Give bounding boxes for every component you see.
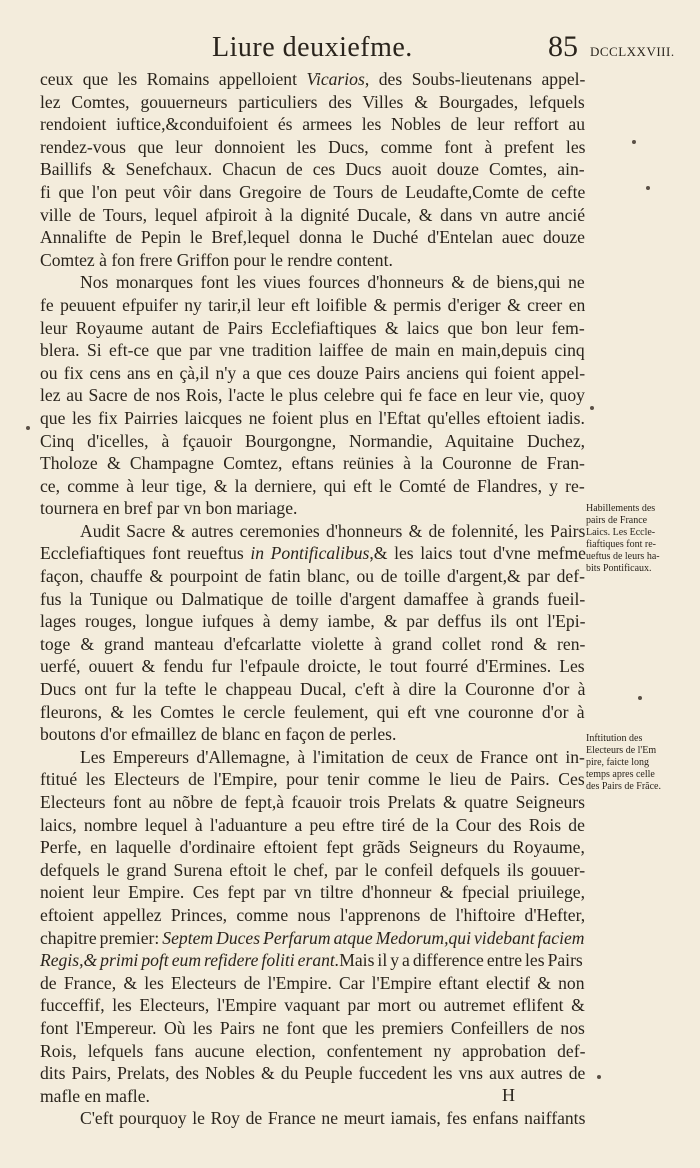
text-line: fi que l'on peut vôir dans Gregoire de Tours de Leudafte,Comte de cefte	[40, 181, 586, 202]
page-header	[0, 30, 700, 70]
text-line: leur Royaume autant de Pairs Ecclefiaftiques & laics que bon leur fem-	[40, 317, 585, 338]
text-line: ou fix cens ans en çà,il n'y a que ces douze Pairs anciens qui foient appel-	[40, 362, 586, 383]
text-line: mafle en mafle.	[40, 1085, 150, 1106]
marginal-note-habillements	[586, 503, 698, 575]
text-line: Nos monarques font les viues fources d'honneurs & de biens,qui ne	[80, 272, 585, 293]
text-line: fus la Tunique ou Dalmatique de toille d'argent damaffee à grands fueil-	[40, 588, 586, 609]
text-line: rendez-vous que leur donnoient les Ducs, comme font à prefent les	[40, 136, 586, 157]
text-line: Comtez à fon frere Griffon pour le rendre content.	[40, 249, 393, 270]
text-line: fucceffif, les Electeurs, l'Empire vaquant par mort ou autremet eflifent &	[40, 995, 585, 1016]
text-line: fleurons, & les Comtes le cercle feulement, qui eft vne couronne d'or à	[40, 701, 585, 722]
paper-speck	[638, 696, 642, 700]
text-line: noient leur Empire. Ces fept par vn tiltre d'honneur & fpecial priuilege,	[40, 882, 586, 903]
text-line: ftitué les Electeurs de l'Empire, pour tenir comme le lieu de Pairs. Ces	[40, 769, 585, 790]
text-line: lez au Sacre de nos Rois, l'acte le plus celebre qui fe face en leur vie, quoy	[40, 385, 585, 406]
text-line: lez Comtes, gouuerneurs particuliers des Villes & Bourgades, lefquels	[40, 91, 585, 112]
text-line: Audit Sacre & autres ceremonies d'honneurs & de folennité, les Pairs	[80, 520, 586, 541]
text-line: chapitre premier: Septem Duces Perfarum atque Medorum,qui videbant faciem	[40, 927, 585, 948]
marginal-note-line: pairs de France	[586, 515, 648, 526]
marginal-note-line: temps apres celle	[586, 769, 655, 780]
text-line: font l'Empereur. Où les Pairs ne font que les premiers Confeillers de nos	[40, 1017, 585, 1038]
text-line: Tholoze & Champagne Comtez, eftans reünies à la Couronne de Fran-	[40, 453, 585, 474]
text-line: boutons d'or efmaillez de blanc en façon de perles.	[40, 724, 397, 745]
text-line: toge & grand manteau d'efcarlatte violette à grand collet rond & ren-	[40, 633, 586, 654]
signature-mark: H	[502, 1085, 515, 1105]
text-line: Baillifs & Senefchaux. Chacun de ces Ducs auoit douze Comtes, ain-	[40, 159, 585, 180]
latin-quote: Septem Duces Perfarum atque Medorum,qui videbant faciem	[162, 927, 585, 948]
running-title: Liure deuxiefme.	[212, 32, 413, 63]
text-line: tournera en bref par vn bon mariage.	[40, 498, 298, 519]
text-line: eftoient appellez Princes, comme nous l'apprenons de l'hiftoire d'Hefter,	[40, 904, 586, 925]
paper-speck	[590, 406, 594, 410]
text-line: lages rouges, longue iufques à demy iambe, & par deffus ils ont l'Epi-	[40, 611, 586, 632]
text-line: Ecclefiaftiques font reueftus in Pontificalibus,& les laics tout d'vne mefme	[40, 543, 586, 564]
paper-speck	[26, 426, 30, 430]
paper-speck	[646, 186, 650, 190]
text-line: Ducs ont fur la tefte le chappeau Ducal, c'eft à dire la Couronne d'or à	[40, 679, 586, 700]
latin-quote: Regis,& primi poft eum refidere foliti erant.	[40, 950, 340, 971]
folio-number: DCCLXXVIII.	[590, 44, 675, 59]
marginal-note-line: ueftus de leurs ha-	[586, 551, 660, 562]
text-line: ville de Tours, lequel afpiroit à la dignité Ducale, & dans vn autre ancié	[40, 204, 586, 225]
paper-speck	[597, 1075, 601, 1079]
marginal-note-line: Electeurs de l'Em	[586, 745, 657, 756]
text-line: Perfe, en laquelle d'ordinaire eftoient fept grãds Seigneurs du Royaume,	[40, 837, 585, 858]
text-line: Regis,& primi poft eum refidere foliti erant.Mais il y a difference entre les Pairs	[40, 950, 583, 971]
latin-quote: in Pontificalibus	[250, 543, 370, 564]
latin-quote: Vicarios	[306, 69, 365, 89]
text-line: uerfé, ouuert & fendu fur l'efpaule droicte, le tout fourré d'Ermines. Les	[40, 656, 585, 677]
text-line: ceux que les Romains appelloient Vicarios, des Soubs-lieutenans appel-	[40, 69, 586, 89]
text-line: C'eft pourquoy le Roy de France ne meurt iamais, fes enfans naiffants	[80, 1108, 586, 1129]
text-line: dits Pairs, Prelats, des Nobles & du Peuple fuccedent les vns aux autres de	[40, 1063, 586, 1084]
text-line: de France, & les Electeurs de l'Empire. Car l'Empire eftant electif & non	[40, 972, 585, 993]
page-number: 85	[548, 30, 578, 63]
text-line: laics, nombre lequel à l'aduanture a peu eftre tiré de la Cour des Rois de	[40, 814, 585, 835]
marginal-note-line: pire, faicte long	[586, 757, 650, 768]
marginal-note-line: Laics. Les Eccle-	[586, 527, 656, 538]
text-line: Annalifte de Pepin le Bref,lequel donna le Duché d'Entelan auec douze	[40, 227, 585, 248]
text-line: Cinq d'icelles, à fçauoir Bourgongne, Normandie, Aquitaine Duchez,	[40, 430, 586, 451]
paper-speck	[632, 140, 636, 144]
marginal-note-electeurs	[586, 733, 698, 793]
marginal-note-line: des Pairs de Frãce.	[586, 781, 661, 792]
body-text	[40, 68, 585, 1130]
marginal-note-line: bits Pontificaux.	[586, 563, 652, 574]
marginal-note-line: fiaftiques font re-	[586, 539, 656, 550]
text-line: façon, chauffe & pourpoint de fatin blanc, ou de toille d'argent,& par def-	[40, 566, 585, 587]
text-line: defquels le grand Surena eftoit le chef, par le confeil defquels ils gouuer-	[40, 859, 586, 880]
text-line: Electeurs font au nõbre de fept,à fcauoir trois Prelats & quatre Seigneurs	[40, 792, 586, 812]
text-line: Rois, lefquels fans aucune election, confentement ny approbation def-	[40, 1040, 586, 1061]
text-line: que les fix Pairries laicques ne foient plus en l'Eftat qu'elles eftoient iadis.	[40, 407, 585, 428]
text-line: blera. Si eft-ce que par vne tradition laiffee de main en main,depuis cinq	[40, 340, 585, 361]
marginal-note-line: Habillements des	[586, 503, 656, 514]
text-line: Les Empereurs d'Allemagne, à l'imitation de ceux de France ont in-	[80, 746, 585, 767]
text-line: ce, comme à leur tige, & la derniere, qui eft le Comté de Flandres, y re-	[40, 475, 585, 496]
marginal-note-line: Inftitution des	[586, 733, 643, 744]
text-line: fe peuuent efpuifer ny tarir,il leur eft loifible & permis d'eriger & creer en	[40, 294, 586, 315]
text-line: rendoient iuftice,&conduifoient és armees les Nobles de leur reffort au	[40, 114, 586, 135]
